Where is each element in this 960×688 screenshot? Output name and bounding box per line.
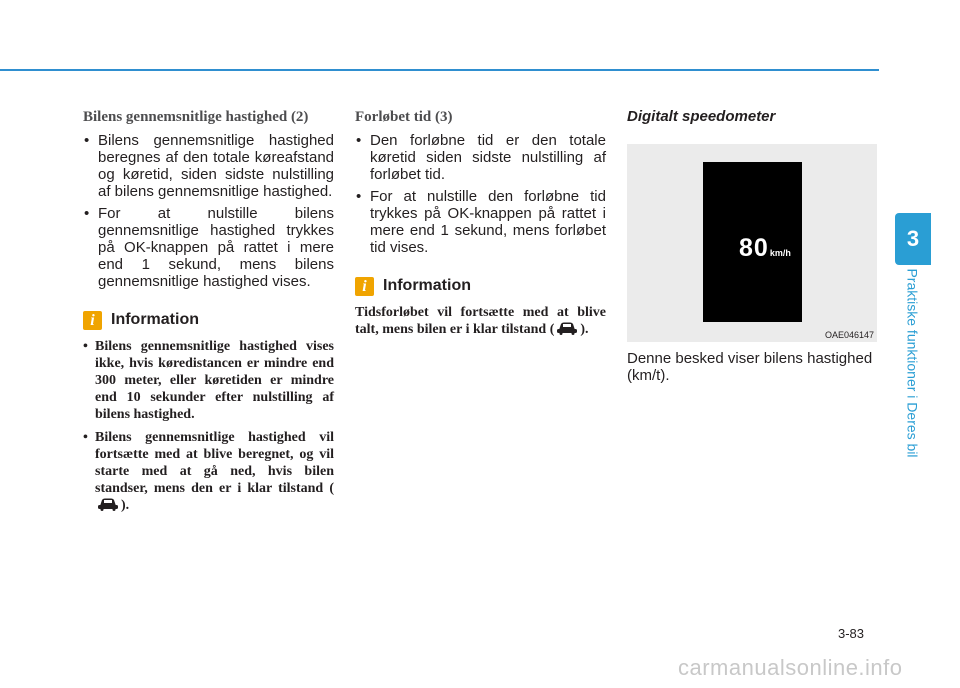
section-heading-average-speed: Bilens gennemsnitlige hastighed (2) [83, 109, 309, 125]
info-paragraph-text: Tidsforløbet vil fortsætte med at blive talt, mens bilen er i klar tilstand ( [355, 305, 606, 337]
column-digital-speedometer [627, 108, 879, 384]
info-list [83, 338, 334, 514]
list-item [83, 429, 334, 514]
info-header [355, 276, 606, 296]
chapter-tab: 3 [895, 213, 931, 265]
info-title: Information [383, 277, 471, 294]
elapsed-time-list [355, 132, 606, 256]
section-heading-elapsed-time: Forløbet tid (3) [355, 109, 453, 125]
speedometer-description: Denne besked viser bilens hastighed (km/t). [627, 350, 873, 384]
speed-readout [739, 234, 791, 263]
cluster-display [703, 162, 802, 322]
info-title: Information [111, 311, 199, 328]
list-item: • Bilens gennemsnitlige hastighed beregnes af den totale køreafstand og køretid, siden sidste nulstilling af bilens gennemsnitlige hastighed. [83, 132, 334, 200]
section-heading-speedometer: Digitalt speedometer [627, 108, 776, 125]
top-rule [0, 69, 879, 71]
average-speed-list [83, 132, 334, 290]
column-elapsed-time [355, 108, 606, 338]
list-item: • For at nulstille bilens gennemsnitlige hastighed trykkes på OK-knappen på rattet i mere end 1 sekund, mens bilens gennemsnitlige hastighed vises. [83, 205, 334, 290]
column-average-speed [83, 108, 334, 520]
list-item: • For at nulstille den forløbne tid trykkes på OK-knappen på rattet i mere end 1 sekund, mens forløbet tid vises. [355, 188, 606, 256]
chapter-label-text: Praktiske funktioner i Deres bil [905, 268, 922, 458]
info-paragraph [355, 304, 606, 338]
info-header [83, 310, 334, 330]
car-ready-icon [97, 497, 119, 511]
speedometer-figure [627, 144, 877, 342]
chapter-label [903, 263, 923, 463]
info-icon: i [83, 311, 102, 330]
speed-value: 80 [739, 234, 769, 262]
list-item: • Bilens gennemsnitlige hastighed vises ikke, hvis køredistancen er mindre end 300 meter, eller køretiden er mindre end 10 sekunder efter nulstilling af bilens hastighed. [83, 338, 334, 423]
figure-code: OAE046147 [824, 330, 874, 340]
info-paragraph-suffix: ). [580, 322, 589, 337]
watermark: carmanualsonline.info [678, 655, 903, 680]
car-ready-icon [556, 321, 578, 335]
info-item-text: Bilens gennemsnitlige hastighed vil fortsætte med at blive beregnet, og vil starte med at gå ned, hvis bilen standser, mens den er i klar tilstand ( [95, 430, 334, 496]
info-item-suffix: ). [121, 498, 130, 513]
list-item: • Den forløbne tid er den totale køretid siden sidste nulstilling af forløbet tid. [355, 132, 606, 183]
page-number: 3-83 [838, 626, 865, 641]
info-icon: i [355, 277, 374, 296]
speed-unit: km/h [769, 248, 791, 258]
